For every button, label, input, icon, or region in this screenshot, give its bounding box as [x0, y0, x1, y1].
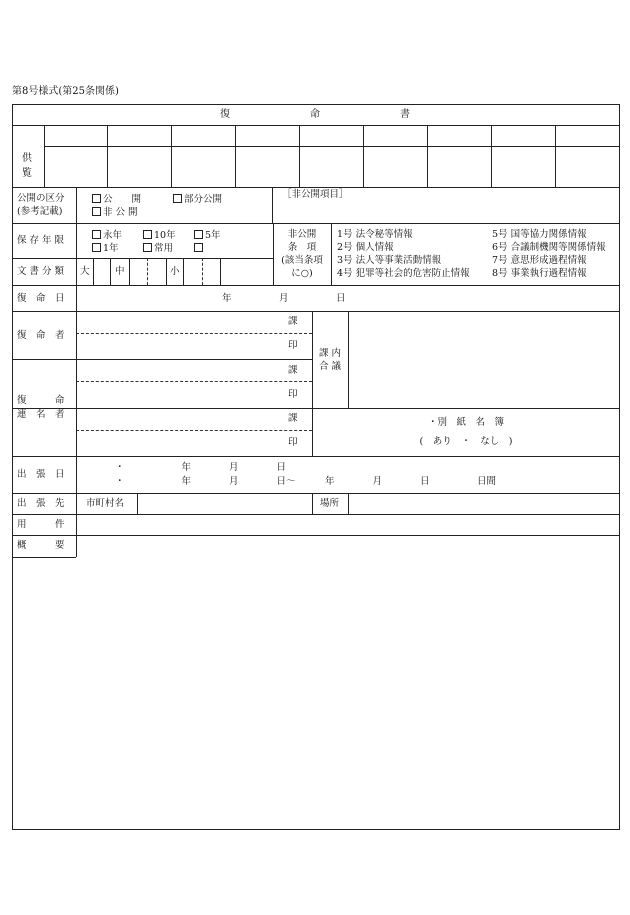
nonpublic-checkbox[interactable]: 非 公 開	[92, 207, 138, 218]
partial-checkbox[interactable]: 部分公開	[173, 194, 222, 205]
reporter-seal: 印	[288, 340, 298, 351]
retention-other[interactable]	[194, 243, 205, 254]
nondisclosure-label4: に○)	[291, 268, 313, 279]
joint-section-suffix-2: 課	[288, 413, 298, 424]
internal-review-label2: 合 議	[318, 361, 342, 372]
internal-review-label: 課 内	[318, 348, 342, 359]
form-title: 復 命 書	[220, 109, 410, 120]
retention-10[interactable]: 10年	[143, 230, 176, 241]
trip-date-line1[interactable]: ・ 年 月 日	[115, 462, 287, 473]
classification-label: 文 書 分 類	[17, 266, 65, 277]
classification-large: 大	[80, 266, 90, 277]
retention-regular[interactable]: 常用	[143, 243, 173, 254]
form-number-label: 第8号様式(第25条関係)	[12, 86, 119, 97]
clause-4[interactable]: 4号 犯罪等社会的危害防止情報	[337, 268, 470, 279]
clause-7[interactable]: 7号 意思形成過程情報	[492, 255, 587, 266]
public-checkbox[interactable]: 公 開	[92, 194, 141, 205]
reporter-section-suffix: 課	[288, 316, 298, 327]
classification-small: 小	[170, 266, 180, 277]
attachment-label: ・別 紙 名 簿	[427, 417, 504, 428]
classification-medium: 中	[115, 266, 125, 277]
nondisclosure-label3: (該当条項	[281, 255, 323, 266]
disclosure-label: 公開の区分	[17, 193, 65, 204]
nonpublic-items-header: ［非公開項目］	[282, 189, 349, 200]
nondisclosure-label2: 条 項	[287, 242, 317, 253]
joint-label2: 連 名 者	[17, 409, 65, 420]
clause-2[interactable]: 2号 個人情報	[337, 242, 394, 253]
joint-label: 復 命	[17, 395, 65, 406]
trip-date-line2[interactable]: ・ 年 月 日〜	[115, 476, 296, 487]
trip-date-line2-end[interactable]: 年 月 日 日間	[325, 476, 497, 487]
clause-8[interactable]: 8号 事業執行過程情報	[492, 268, 587, 279]
joint-section-suffix-1: 課	[288, 365, 298, 376]
business-label: 用 件	[17, 519, 65, 530]
municipality-label: 市町村名	[86, 498, 125, 509]
joint-seal-1: 印	[288, 389, 298, 400]
reporter-label: 復 命 者	[17, 330, 65, 341]
retention-5[interactable]: 5年	[194, 230, 221, 241]
report-date-label: 復 命 日	[17, 293, 65, 304]
disclosure-sublabel: (参考記載)	[17, 206, 63, 217]
clause-3[interactable]: 3号 法人等事業活動情報	[337, 255, 442, 266]
place-label: 場所	[320, 498, 340, 509]
kyoran-label: 供 覧	[22, 153, 32, 179]
retention-label: 保 存 年 限	[17, 235, 65, 246]
trip-date-label: 出 張 日	[17, 469, 65, 480]
clause-1[interactable]: 1号 法令秘等情報	[337, 229, 413, 240]
clause-6[interactable]: 6号 合議制機関等関係情報	[492, 242, 606, 253]
retention-1[interactable]: 1年	[92, 243, 119, 254]
joint-seal-2: 印	[288, 437, 298, 448]
summary-label: 概 要	[17, 540, 65, 551]
attachment-options[interactable]: ( あり ・ なし )	[419, 436, 513, 447]
retention-permanent[interactable]: 永年	[92, 230, 122, 241]
clause-5[interactable]: 5号 国等協力関係情報	[492, 229, 587, 240]
destination-label: 出 張 先	[17, 498, 65, 509]
report-date-value[interactable]: 年 月 日	[222, 293, 346, 304]
nondisclosure-label: 非公開	[287, 229, 317, 240]
